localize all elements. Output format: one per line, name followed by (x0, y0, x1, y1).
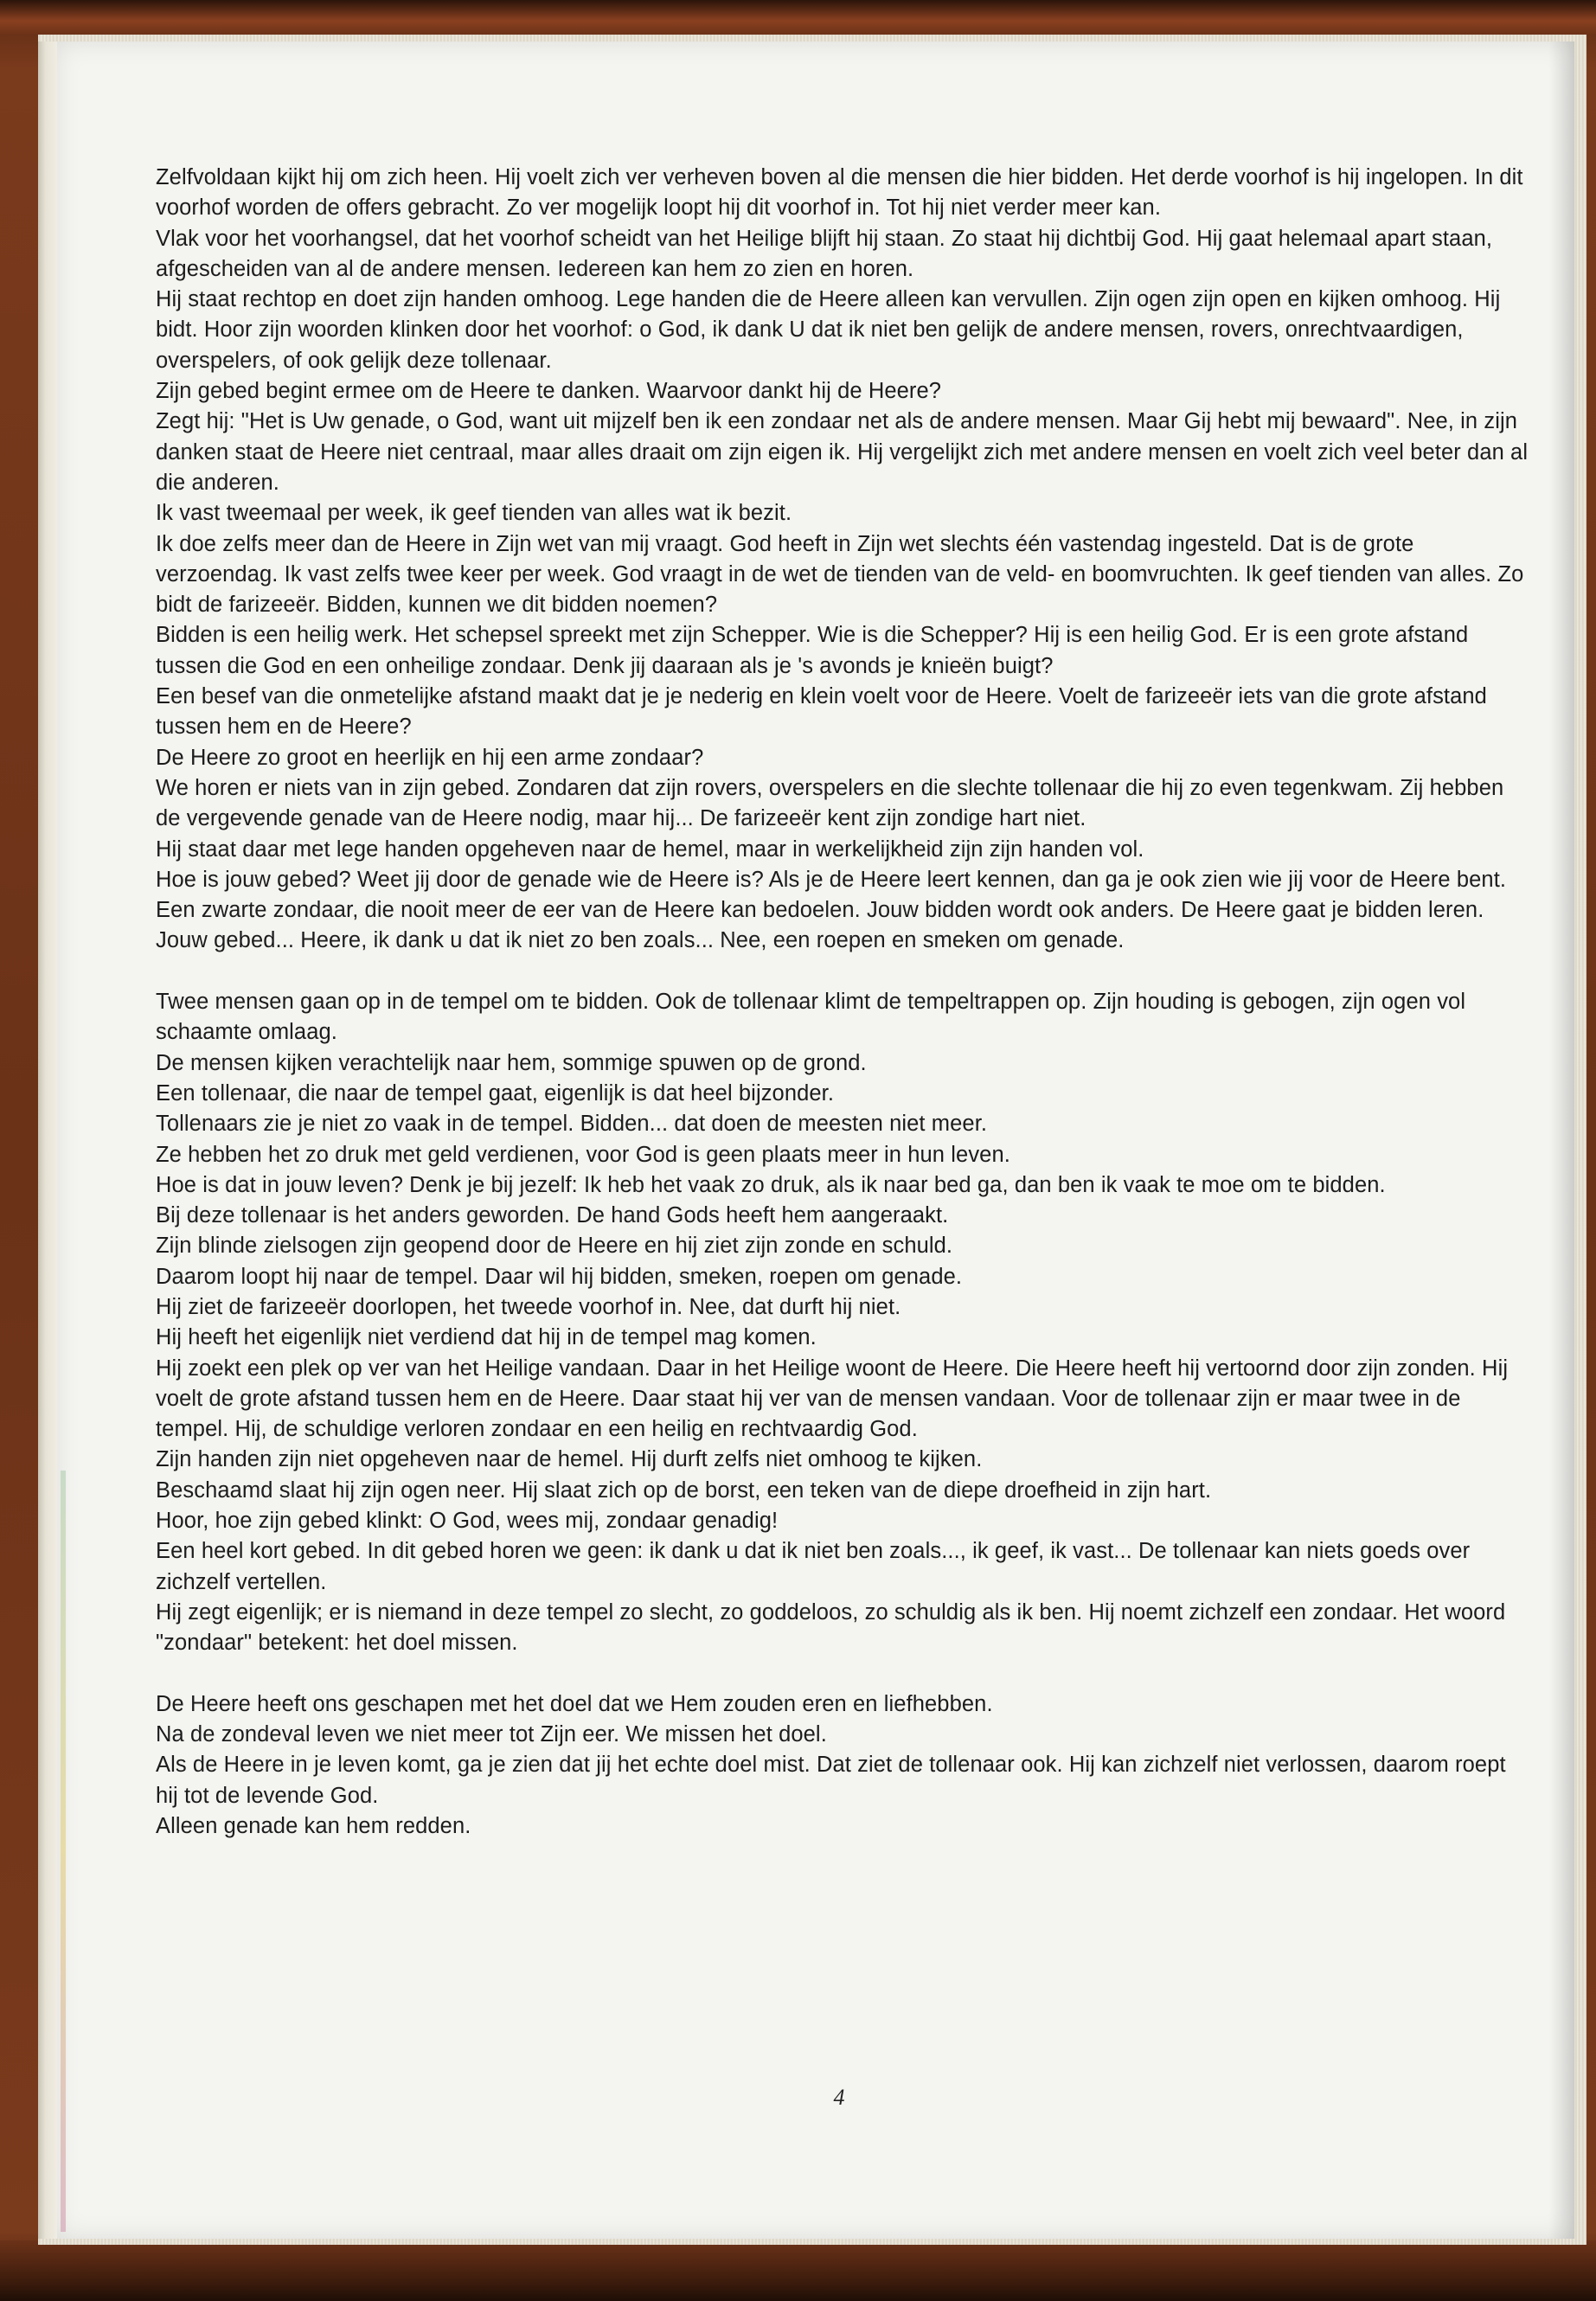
paragraph: Beschaamd slaat hij zijn ogen neer. Hij slaat zich op de borst, een teken van de diepe droefheid in zijn hart. (156, 1477, 1212, 1503)
paragraph: Bidden is een heilig werk. Het schepsel spreekt met zijn Schepper. Wie is die Schepper? Hij is een heilig God. Er is een grote afstand tussen die God en een onheilige zondaar. Denk jij daaraan als je 's avonds je knieën buigt? (156, 623, 1469, 678)
paragraph: Zegt hij: "Het is Uw genade, o God, want uit mijzelf ben ik een zondaar net als de andere mensen. Maar Gij hebt mij bewaard". Nee, in zijn danken staat de Heere niet centraal, maar alles draait om zijn eigen ik. Hij vergelijkt zich met andere mensen en voelt zich veel beter dan al die anderen. (156, 409, 1529, 495)
paragraph: De Heere zo groot en heerlijk en hij een arme zondaar? (156, 745, 704, 770)
paragraph: Een tollenaar, die naar de tempel gaat, eigenlijk is dat heel bijzonder. (156, 1080, 835, 1106)
paragraph: Zijn blinde zielsogen zijn geopend door de Heere en hij ziet zijn zonde en schuld. (156, 1234, 953, 1259)
bookmark-strip (61, 1471, 66, 2232)
paragraph: Hij staat daar met lege handen opgeheven naar de hemel, maar in werkelijkheid zijn zijn handen vol. (156, 836, 1144, 862)
section-doel (156, 1689, 1531, 1842)
paragraph: Zijn gebed begint ermee om de Heere te danken. Waarvoor dankt hij de Heere? (156, 379, 942, 404)
section-farizeeer (156, 163, 1531, 957)
paragraph: Ze hebben het zo druk met geld verdienen, voor God is geen plaats meer in hun leven. (156, 1142, 1010, 1167)
paragraph: Hij staat rechtop en doet zijn handen omhoog. Lege handen die de Heere alleen kan vervullen. Zijn ogen zijn open en kijken omhoog. Hij bidt. Hoor zijn woorden klinken door het voorhof: o God, ik dank U dat ik niet ben gelijk de andere mensen, rovers, onrechtvaardigen, overspelers, of ook gelijk deze tollenaar. (156, 287, 1501, 373)
paragraph: Twee mensen gaan op in de tempel om te bidden. Ook de tollenaar klimt de tempeltrappen op. Zijn houding is gebogen, zijn ogen vol schaamte omlaag. (156, 990, 1466, 1045)
paragraph: Zelfvoldaan kijkt hij om zich heen. Hij voelt zich ver verheven boven al die mensen die hier bidden. Het derde voorhof is hij ingelopen. In dit voorhof worden de offers gebracht. Zo ver mogelijk loopt hij dit voorhof in. Tot hij niet verder meer kan. (156, 165, 1523, 221)
section-tollenaar (156, 987, 1531, 1659)
paragraph: Hij zoekt een plek op ver van het Heilige vandaan. Daar in het Heilige woont de Heere. Die Heere heeft hij vertoornd door zijn zonden. Hij voelt de grote afstand tussen hem en de Heere. Daar staat hij ver van de mensen vandaan. Voor de tollenaar zijn er maar twee in de tempel. Hij, de schuldige verloren zondaar en een heilig en rechtvaardig God. (156, 1356, 1509, 1442)
paragraph: Hoe is jouw gebed? Weet jij door de genade wie de Heere is? Als je de Heere leert kennen, dan ga je ook zien wie jij voor de Heere bent. Een zwarte zondaar, die nooit meer de eer van de Heere kan bedoelen. Jouw bidden wordt ook anders. De Heere gaat je bidden leren. Jouw gebed... Heere, ik dank u dat ik niet zo ben zoals... Nee, een roepen en smeken om genade. (156, 867, 1507, 953)
cover-bottom-edge (0, 2240, 1596, 2301)
paragraph: Hij zegt eigenlijk; er is niemand in deze tempel zo slecht, zo goddeloos, zo schuldig als ik ben. Hij noemt zichzelf een zondaar. Het woord "zondaar" betekent: het doel missen. (156, 1599, 1506, 1656)
paragraph: Hoor, hoe zijn gebed klinkt: O God, wees mij, zondaar genadig! (156, 1509, 779, 1534)
paragraph: Na de zondeval leven we niet meer tot Zijn eer. We missen het doel. (156, 1722, 827, 1747)
paragraph: Hij heeft het eigenlijk niet verdiend dat hij in de tempel mag komen. (156, 1325, 817, 1350)
paragraph: Vlak voor het voorhangsel, dat het voorhof scheidt van het Heilige blijft hij staan. Zo staat hij dichtbij God. Hij gaat helemaal apart staan, afgescheiden van al de andere mensen. Iedereen kan hem zo zien en horen. (156, 226, 1493, 281)
page-number: 4 (833, 2085, 845, 2110)
paragraph: Bij deze tollenaar is het anders geworden. De hand Gods heeft hem aangeraakt. (156, 1203, 949, 1228)
paragraph-gap (156, 957, 1531, 987)
cover-top-edge (0, 0, 1596, 35)
paragraph: Als de Heere in je leven komt, ga je zien dat jij het echte doel mist. Dat ziet de tollenaar ook. Hij kan zichzelf niet verlossen, daarom roept hij tot de levende God. (156, 1753, 1506, 1808)
paragraph: Tollenaars zie je niet zo vaak in de tempel. Bidden... dat doen de meesten niet meer. (156, 1112, 988, 1137)
paragraph: Daarom loopt hij naar de tempel. Daar wil hij bidden, smeken, roepen om genade. (156, 1264, 963, 1289)
paragraph: Hij ziet de farizeeër doorlopen, het tweede voorhof in. Nee, dat durft hij niet. (156, 1294, 901, 1319)
paragraph: We horen er niets van in zijn gebed. Zondaren dat zijn rovers, overspelers en die slechte tollenaar die hij zo even tegenkwam. Zij hebben de vergevende genade van de Heere nodig, maar hij... De farizeeër kent zijn zondige hart niet. (156, 775, 1504, 831)
paragraph: Een heel kort gebed. In dit gebed horen we geen: ik dank u dat ik niet ben zoals..., ik geef, ik vast... De tollenaar kan niets goeds over zichzelf vertellen. (156, 1539, 1471, 1594)
paragraph: Een besef van die onmetelijke afstand maakt dat je je nederig en klein voelt voor de Heere. Voelt de farizeeër iets van die grote afstand tussen hem en de Heere? (156, 684, 1487, 740)
page-binding-edge (38, 42, 57, 2239)
paragraph: Zijn handen zijn niet opgeheven naar de hemel. Hij durft zelfs niet omhoog te kijken. (156, 1447, 983, 1472)
paragraph: Ik doe zelfs meer dan de Heere in Zijn wet van mij vraagt. God heeft in Zijn wet slechts één vastendag ingesteld. Dat is de grote verzoendag. Ik vast zelfs twee keer per week. God vraagt in de wet de tienden van de veld- en boomvruchten. Ik geef tienden van alles. Zo bidt de farizeeër. Bidden, kunnen we dit bidden noemen? (156, 531, 1524, 618)
paragraph-gap (156, 1659, 1531, 1689)
paragraph: De mensen kijken verachtelijk naar hem, sommige spuwen op de grond. (156, 1050, 867, 1075)
paragraph: Ik vast tweemaal per week, ik geef tienden van alles wat ik bezit. (156, 501, 792, 526)
paragraph: De Heere heeft ons geschapen met het doel dat we Hem zouden eren en liefhebben. (156, 1691, 993, 1716)
page-edge-shadow (1548, 42, 1574, 2239)
page-text (156, 163, 1531, 1842)
paragraph: Hoe is dat in jouw leven? Denk je bij jezelf: Ik heb het vaak zo druk, als ik naar bed ga, dan ben ik vaak te moe om te bidden. (156, 1172, 1386, 1197)
paragraph: Alleen genade kan hem redden. (156, 1814, 471, 1839)
